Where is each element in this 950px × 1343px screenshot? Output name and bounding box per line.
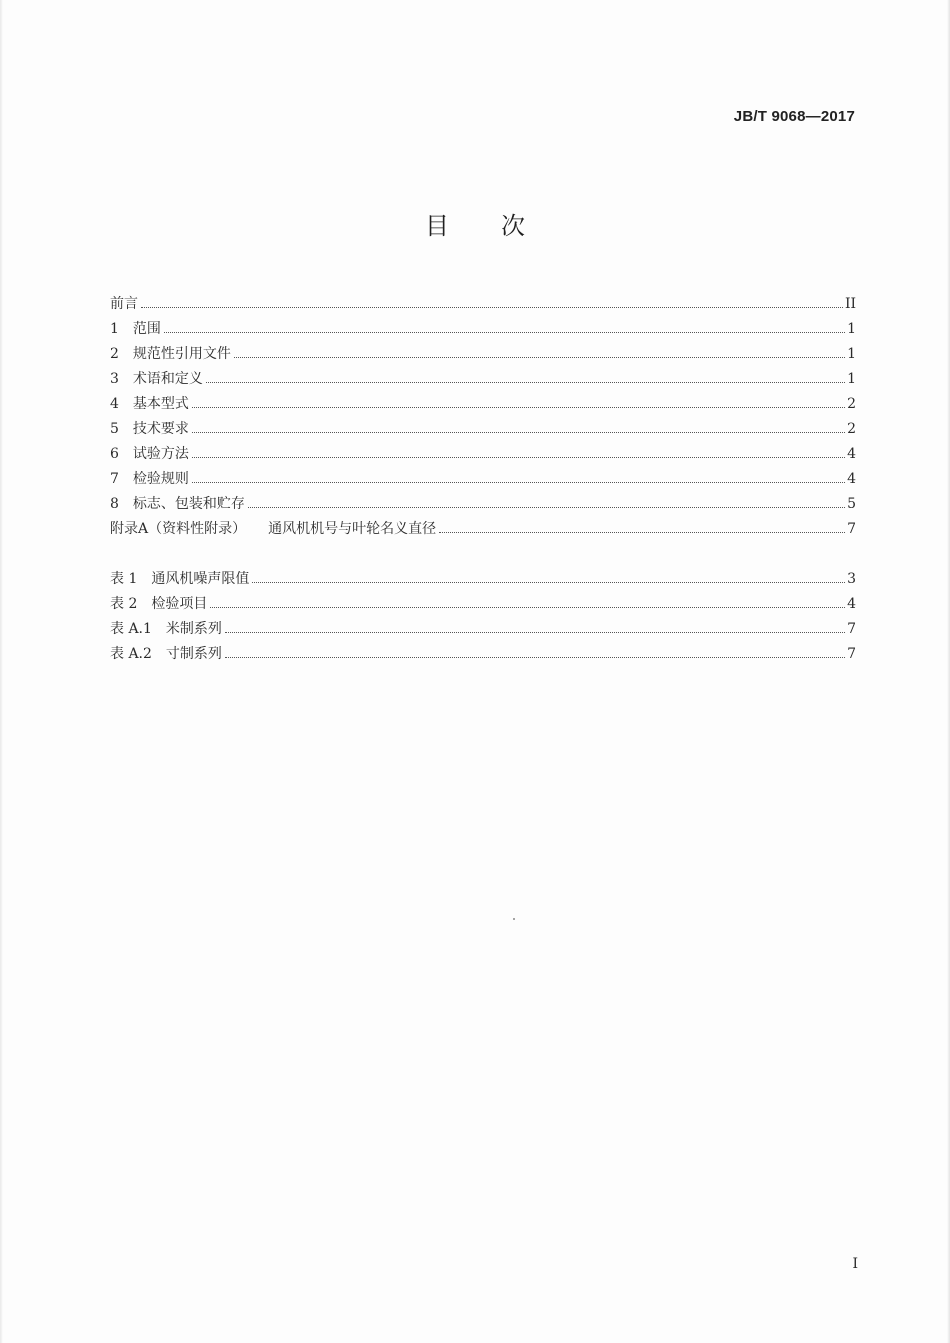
toc-entry-label: 试验方法	[132, 446, 189, 462]
toc-table-a2[interactable]	[110, 638, 856, 663]
leader-dots	[192, 406, 845, 408]
toc-table-page: 7	[847, 646, 856, 662]
toc-entry-label: 通风机机号与叶轮名义直径	[268, 521, 437, 537]
toc-entry-number: 附录A（资料性附录）	[110, 521, 247, 537]
toc-entry-number: 1	[110, 321, 119, 337]
leader-dots	[248, 506, 845, 508]
toc-entry-4[interactable]	[110, 388, 856, 413]
toc-entry-page: II	[844, 296, 856, 312]
page-title	[0, 206, 950, 241]
leader-dots	[439, 531, 845, 533]
toc-entry-appendix-a[interactable]	[110, 513, 856, 538]
toc-entry-page: 4	[847, 446, 856, 462]
toc-entry-page: 2	[847, 421, 856, 437]
toc-entry-label: 检验规则	[132, 471, 189, 487]
toc-table-number: 表 A.2	[110, 646, 152, 662]
toc-entry-number: 2	[110, 346, 119, 362]
title-char-1: 目	[425, 212, 449, 240]
toc-table-number: 表 A.1	[110, 621, 152, 637]
toc-entry-number: 6	[110, 446, 119, 462]
toc-table-page: 7	[847, 621, 856, 637]
scan-speck	[513, 918, 515, 920]
title-char-2: 次	[501, 212, 525, 240]
toc-entry-label: 范围	[132, 321, 161, 337]
toc-entry-label: 规范性引用文件	[132, 346, 231, 362]
toc-entry-number: 5	[110, 421, 119, 437]
leader-dots	[234, 356, 845, 358]
toc-entry-1[interactable]	[110, 313, 856, 338]
leader-dots	[141, 306, 843, 308]
leader-dots	[225, 656, 845, 658]
toc-entry-number: 3	[110, 371, 119, 387]
toc-entry-label: 术语和定义	[132, 371, 203, 387]
toc-entry-page: 4	[847, 471, 856, 487]
footer-page-number: I	[852, 1256, 858, 1272]
toc-entry-page: 5	[847, 496, 856, 512]
page-edge-left	[0, 0, 3, 1343]
toc-entry-page: 7	[847, 521, 856, 537]
toc-table-list	[110, 563, 856, 663]
toc-table-label: 检验项目	[151, 596, 208, 612]
toc-entry-5[interactable]	[110, 413, 856, 438]
toc-entry-3[interactable]	[110, 363, 856, 388]
toc-table-page: 4	[847, 596, 856, 612]
leader-dots	[164, 331, 845, 333]
toc-table-number: 表 1	[110, 571, 138, 587]
toc-entry-2[interactable]	[110, 338, 856, 363]
toc-table-label: 米制系列	[165, 621, 222, 637]
toc-entry-page: 1	[847, 371, 856, 387]
toc-table-page: 3	[847, 571, 856, 587]
leader-dots	[206, 381, 845, 383]
toc-table-label: 通风机噪声限值	[151, 571, 250, 587]
toc-entry-8[interactable]	[110, 488, 856, 513]
leader-dots	[192, 481, 845, 483]
leader-dots	[210, 606, 845, 608]
toc-entry-page: 1	[847, 321, 856, 337]
toc-entry-label: 标志、包装和贮存	[132, 496, 245, 512]
toc-table-1[interactable]	[110, 563, 856, 588]
toc-entry-label: 技术要求	[132, 421, 189, 437]
toc-table-label: 寸制系列	[165, 646, 222, 662]
leader-dots	[252, 581, 845, 583]
toc-entry-page: 1	[847, 346, 856, 362]
leader-dots	[192, 456, 845, 458]
toc-entry-label: 基本型式	[132, 396, 189, 412]
leader-dots	[192, 431, 845, 433]
toc-entry-page: 2	[847, 396, 856, 412]
toc-table-2[interactable]	[110, 588, 856, 613]
toc-entry-6[interactable]	[110, 438, 856, 463]
toc-entry-7[interactable]	[110, 463, 856, 488]
toc-entry-label: 前言	[110, 296, 138, 312]
toc-section-list	[110, 288, 856, 538]
toc-table-number: 表 2	[110, 596, 138, 612]
toc-table-a1[interactable]	[110, 613, 856, 638]
leader-dots	[225, 631, 845, 633]
toc-entry-number: 7	[110, 471, 119, 487]
standard-code: JB/T 9068—2017	[733, 108, 855, 125]
toc-entry-foreword[interactable]	[110, 288, 856, 313]
toc-entry-number: 8	[110, 496, 119, 512]
toc-entry-number: 4	[110, 396, 119, 412]
